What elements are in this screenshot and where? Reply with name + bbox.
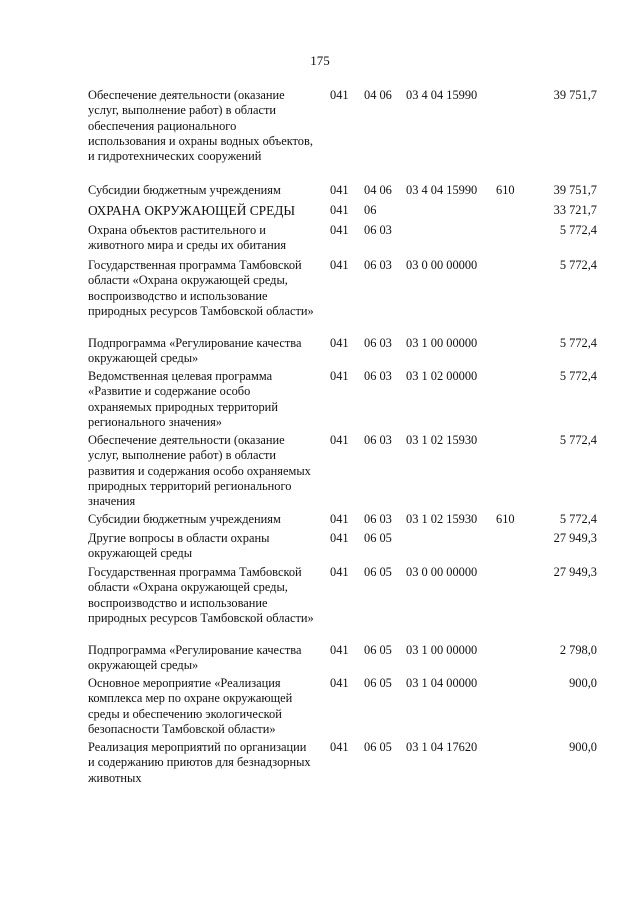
row-razdel: 06 03: [364, 223, 392, 237]
row-sum: 900,0: [569, 676, 597, 690]
row-ved: 041: [330, 258, 349, 272]
row-description: Основное мероприятие «Реализация комплекса мер по охране окружающей среды и обеспечению экологической безопасности Тамбовской области»: [88, 676, 293, 736]
row-description: Подпрограмма «Регулирование качества окружающей среды»: [88, 336, 302, 366]
row-csr: 03 0 00 00000: [406, 565, 478, 579]
row-description: Субсидии бюджетным учреждениям: [88, 183, 281, 197]
row-razdel: 06 05: [364, 565, 392, 579]
row-description: Государственная программа Тамбовской области «Охрана окружающей среды, воспроизводство и использование природных ресурсов Тамбовской области»: [88, 258, 314, 318]
row-razdel: 06 05: [364, 643, 392, 657]
row-ved: 041: [330, 369, 349, 383]
row-ved: 041: [330, 565, 349, 579]
row-description: Субсидии бюджетным учреждениям: [88, 512, 281, 526]
row-vr: 610: [496, 183, 515, 197]
row-razdel: 06: [364, 203, 377, 217]
row-csr: 03 1 00 00000: [406, 643, 478, 657]
row-csr: 03 1 04 00000: [406, 676, 478, 690]
row-description: Обеспечение деятельности (оказание услуг, выполнение работ) в области обеспечения рационального использования и охраны водных объектов, и гидротехнических сооружений: [88, 88, 313, 164]
row-sum: 5 772,4: [559, 223, 597, 237]
row-razdel: 06 05: [364, 531, 392, 545]
row-ved: 041: [330, 88, 349, 102]
row-sum: 5 772,4: [559, 258, 597, 272]
row-razdel: 06 03: [364, 433, 392, 447]
row-razdel: 06 03: [364, 369, 392, 383]
row-description: Другие вопросы в области охраны окружающей среды: [88, 531, 270, 561]
row-sum: 39 751,7: [553, 88, 597, 102]
row-csr: 03 0 00 00000: [406, 258, 478, 272]
row-sum: 5 772,4: [559, 433, 597, 447]
row-description: Подпрограмма «Регулирование качества окружающей среды»: [88, 643, 302, 673]
row-ved: 041: [330, 531, 349, 545]
row-razdel: 06 03: [364, 336, 392, 350]
row-csr: 03 1 02 00000: [406, 369, 478, 383]
row-sum: 5 772,4: [559, 336, 597, 350]
row-ved: 041: [330, 183, 349, 197]
row-sum: 2 798,0: [559, 643, 597, 657]
row-description: ОХРАНА ОКРУЖАЮЩЕЙ СРЕДЫ: [88, 203, 296, 218]
row-sum: 39 751,7: [553, 183, 597, 197]
row-sum: 33 721,7: [553, 203, 597, 217]
row-csr: 03 1 04 17620: [406, 740, 478, 754]
row-ved: 041: [330, 336, 349, 350]
row-description: Государственная программа Тамбовской области «Охрана окружающей среды, воспроизводство и использование природных ресурсов Тамбовской области»: [88, 565, 314, 625]
row-vr: 610: [496, 512, 515, 526]
row-sum: 900,0: [569, 740, 597, 754]
row-sum: 27 949,3: [553, 531, 597, 545]
row-razdel: 06 05: [364, 676, 392, 690]
row-csr: 03 4 04 15990: [406, 88, 478, 102]
row-razdel: 04 06: [364, 88, 392, 102]
row-ved: 041: [330, 512, 349, 526]
row-ved: 041: [330, 433, 349, 447]
row-ved: 041: [330, 676, 349, 690]
row-description: Реализация мероприятий по организации и содержанию приютов для безнадзорных животных: [88, 740, 311, 785]
page-number: 175: [310, 53, 330, 68]
row-razdel: 06 03: [364, 258, 392, 272]
row-ved: 041: [330, 203, 349, 217]
row-description: Охрана объектов растительного и животного мира и среды их обитания: [88, 223, 287, 253]
row-razdel: 04 06: [364, 183, 392, 197]
row-sum: 27 949,3: [553, 565, 597, 579]
row-csr: 03 1 02 15930: [406, 433, 478, 447]
row-ved: 041: [330, 643, 349, 657]
row-sum: 5 772,4: [559, 512, 597, 526]
row-description: Обеспечение деятельности (оказание услуг, выполнение работ) в области развития и содержания особо охраняемых природных территорий регионального значения: [88, 433, 311, 509]
row-razdel: 06 03: [364, 512, 392, 526]
row-ved: 041: [330, 223, 349, 237]
row-csr: 03 4 04 15990: [406, 183, 478, 197]
row-csr: 03 1 02 15930: [406, 512, 478, 526]
row-ved: 041: [330, 740, 349, 754]
row-description: Ведомственная целевая программа «Развитие и содержание особо охраняемых природных территорий регионального значения»: [88, 369, 278, 429]
row-razdel: 06 05: [364, 740, 392, 754]
row-sum: 5 772,4: [559, 369, 597, 383]
row-csr: 03 1 00 00000: [406, 336, 478, 350]
